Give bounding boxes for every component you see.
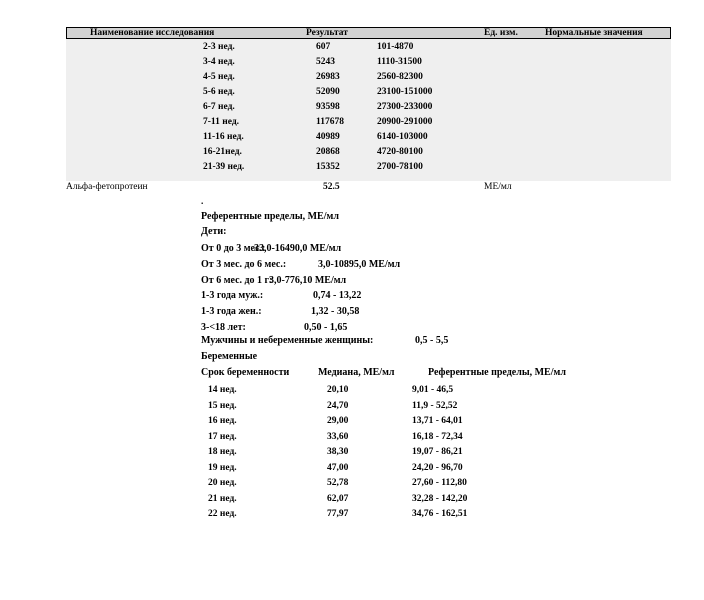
week-row [0,86,704,99]
pregnant-term: 15 нед. [208,400,237,411]
pregnant-median: 62,07 [327,493,349,504]
pregnant-median: 38,30 [327,447,349,457]
week-range: 6140-103000 [377,132,428,142]
child-range: 3,0-776,10 МЕ/мл [269,274,347,286]
pregnant-median: 77,97 [327,509,349,519]
week-row [0,161,704,174]
week-period: 5-6 нед. [203,87,235,97]
child-age: 1-3 года жен.: [201,306,262,318]
pregnant-range: 19,07 - 86,21 [412,447,463,457]
pregnant-term: 21 нед. [208,493,237,504]
pregnant-term: 19 нед. [208,462,237,473]
week-median: 52090 [316,87,340,97]
dot-mark: . [201,197,204,207]
child-age: 1-3 года муж.: [201,290,264,302]
pregnant-row [0,415,704,429]
pregnant-term: 16 нед. [208,416,237,426]
week-row [0,131,704,144]
children-label: Дети: [201,226,227,237]
week-row [0,116,704,129]
header-name: Наименование исследования [90,28,215,38]
week-row [0,71,704,84]
pregnant-row [0,493,704,507]
week-range: 23100-151000 [377,87,433,97]
week-median: 15352 [316,162,340,172]
test-name: Альфа-фетопротеин [66,182,148,192]
week-period: 4-5 нед. [203,72,235,82]
pregnant-label: Беременные [201,351,258,362]
pregnant-median: 29,00 [327,416,349,426]
week-row [0,56,704,69]
pregnant-median: 33,60 [327,431,349,442]
child-range: 0,74 - 13,22 [313,290,362,302]
child-age: От 6 мес. до 1 г: [201,274,273,286]
header-normal: Нормальные значения [545,28,643,38]
week-period: 21-39 нед. [203,162,245,172]
pregnant-row [0,431,704,445]
test-result: 52.5 [323,182,340,192]
week-median: 5243 [316,57,335,67]
week-period: 7-11 нед. [203,117,240,127]
pregnant-range: 24,20 - 96,70 [412,462,463,473]
pregnant-header-term: Срок беременности [201,367,290,378]
pregnant-term: 22 нед. [208,509,237,519]
week-range: 1110-31500 [377,57,422,67]
week-row [0,146,704,159]
pregnant-row [0,384,704,398]
pregnant-range: 32,28 - 142,20 [412,493,468,504]
week-median: 607 [316,42,331,52]
pregnant-row [0,400,704,414]
pregnant-term: 17 нед. [208,431,237,442]
child-range: 0,50 - 1,65 [304,322,348,333]
week-median: 117678 [316,117,344,127]
header-units: Ед. изм. [484,28,518,38]
pregnant-median: 24,70 [327,400,349,411]
week-median: 40989 [316,132,340,142]
pregnant-row [0,446,704,460]
adults-range: 0,5 - 5,5 [415,335,449,346]
week-range: 101-4870 [377,42,414,52]
pregnant-term: 18 нед. [208,447,237,457]
week-period: 11-16 нед. [203,132,244,142]
child-age: От 0 до 3 мес.: [201,243,266,254]
week-median: 93598 [316,102,340,112]
week-median: 26983 [316,72,340,82]
pregnant-header-range: Референтные пределы, МЕ/мл [428,367,566,378]
week-range: 2560-82300 [377,72,423,82]
week-period: 6-7 нед. [203,102,235,112]
child-range: 1,32 - 30,58 [311,306,360,318]
pregnant-range: 13,71 - 64,01 [412,416,463,426]
pregnant-range: 11,9 - 52,52 [412,400,458,411]
week-period: 16-21нед. [203,147,242,157]
week-row [0,41,704,54]
pregnant-median: 47,00 [327,462,349,473]
pregnant-term: 14 нед. [208,385,237,395]
week-median: 20868 [316,147,340,157]
week-range: 2700-78100 [377,162,423,172]
pregnant-range: 16,18 - 72,34 [412,431,463,442]
week-row [0,101,704,114]
week-period: 3-4 нед. [203,57,235,67]
pregnant-median: 20,10 [327,385,349,395]
pregnant-row [0,462,704,476]
child-range: 3,0-10895,0 МЕ/мл [318,258,401,270]
child-range: 33,0-16490,0 МЕ/мл [254,243,342,254]
pregnant-term: 20 нед. [208,478,237,488]
pregnant-row [0,477,704,491]
test-units: МЕ/мл [484,182,512,192]
child-age: От 3 мес. до 6 мес.: [201,258,287,270]
reference-title: Референтные пределы, МЕ/мл [201,211,339,222]
pregnant-row [0,508,704,522]
pregnant-range: 27,60 - 112,80 [412,478,467,488]
week-range: 27300-233000 [377,102,433,112]
pregnant-median: 52,78 [327,478,349,488]
adults-label: Мужчины и небеременные женщины: [201,335,374,346]
pregnant-header-median: Медиана, МЕ/мл [318,367,395,378]
week-period: 2-3 нед. [203,42,235,52]
week-range: 20900-291000 [377,117,433,127]
week-range: 4720-80100 [377,147,423,157]
child-age: 3-<18 лет: [201,322,246,333]
pregnant-range: 9,01 - 46,5 [412,385,454,395]
pregnant-range: 34,76 - 162,51 [412,509,468,519]
header-result: Результат [306,28,348,38]
